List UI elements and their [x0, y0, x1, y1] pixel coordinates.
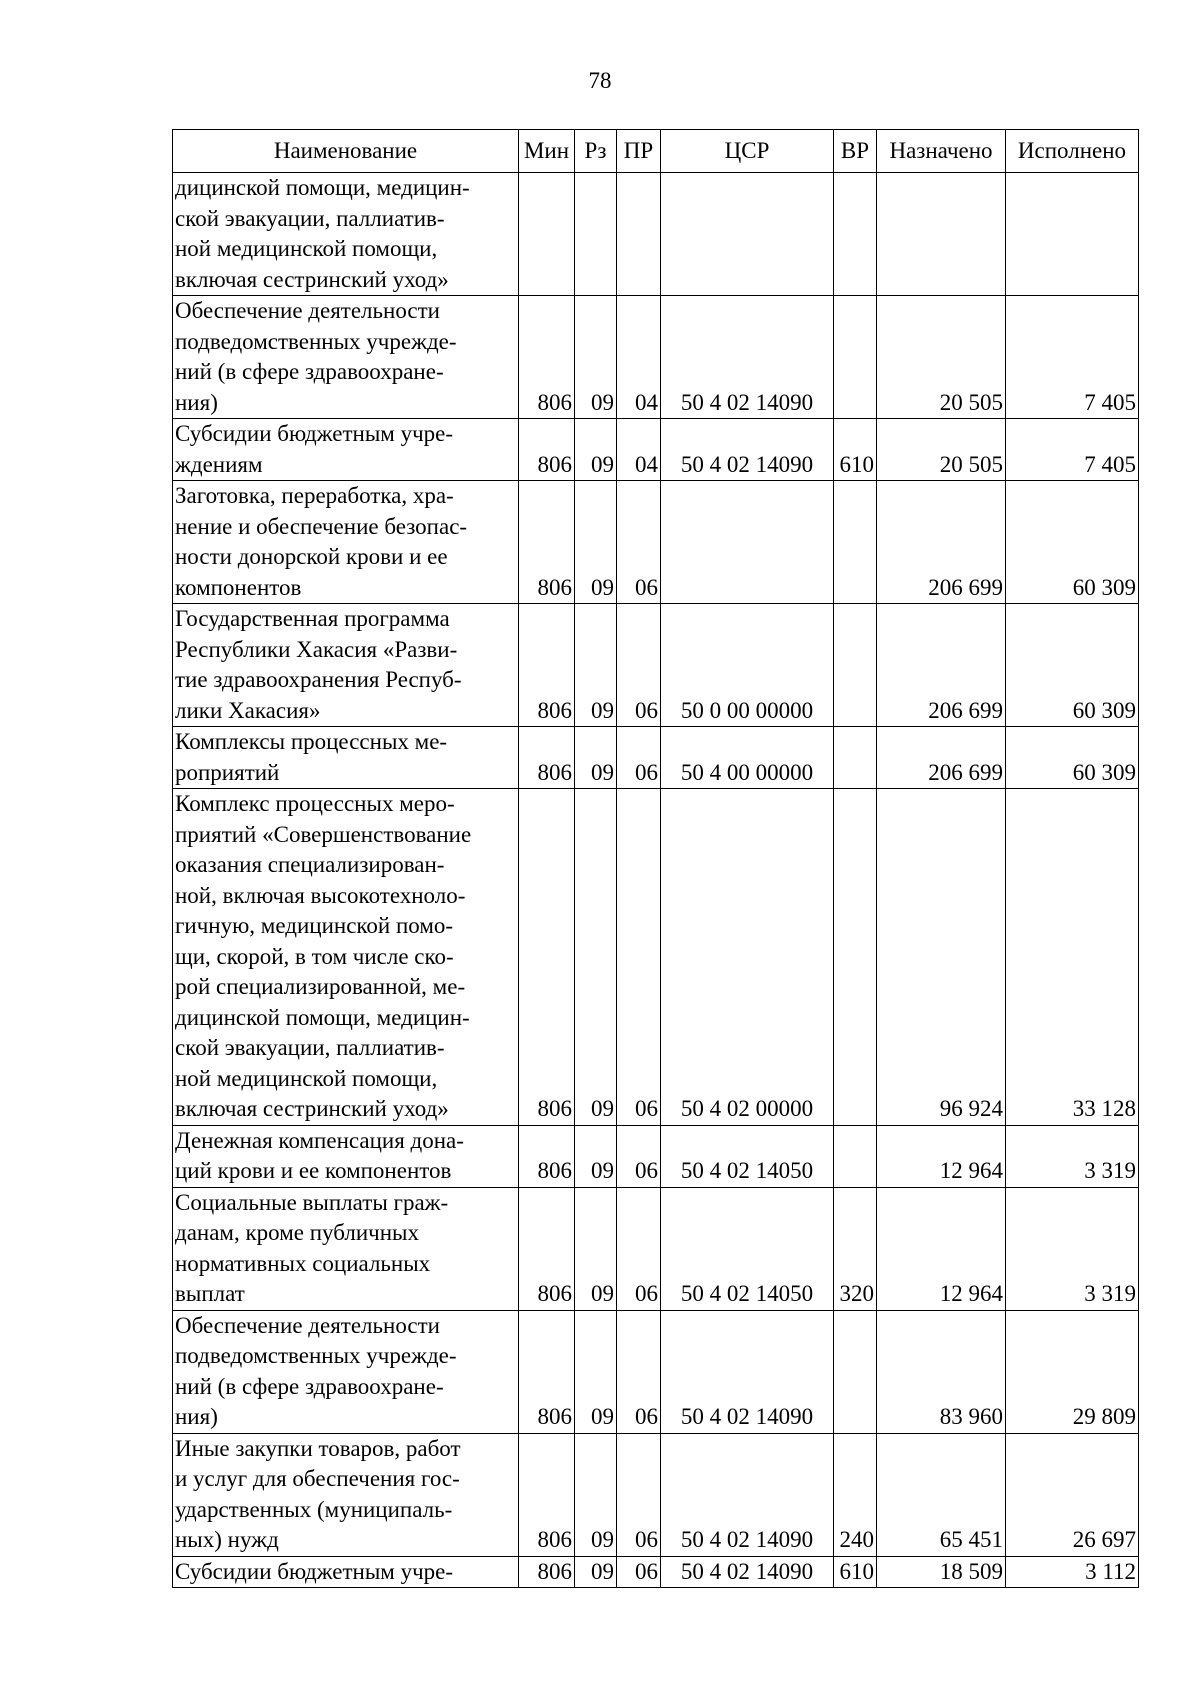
- row-name: [173, 173, 519, 296]
- row-name-line: ской эвакуации, паллиатив-: [175, 1035, 445, 1060]
- row-vr: 610: [834, 1556, 877, 1588]
- row-name: [173, 1125, 519, 1187]
- row-name-line: ударственных (муниципаль-: [175, 1496, 453, 1522]
- table-row: [173, 727, 1139, 789]
- row-vr: [834, 296, 877, 419]
- row-rz: [575, 173, 617, 296]
- row-name: [173, 419, 519, 481]
- row-name-line: Обеспечение деятельности: [175, 298, 440, 323]
- row-name: [173, 727, 519, 789]
- row-vr: 610: [834, 419, 877, 481]
- row-csr: 50 0 00 00000: [661, 604, 834, 727]
- row-assigned: 206 699: [877, 727, 1006, 789]
- row-rz: 09: [575, 1125, 617, 1187]
- table-row: [173, 296, 1139, 419]
- row-name: [173, 481, 519, 604]
- row-min: 806: [519, 1310, 575, 1433]
- row-executed: 60 309: [1006, 604, 1139, 727]
- row-csr: [661, 481, 834, 604]
- row-min: [519, 173, 575, 296]
- row-name-line: Социальные выплаты граж-: [175, 1189, 449, 1215]
- row-csr: 50 4 02 14050: [661, 1187, 834, 1310]
- row-name-line: ской эвакуации, паллиатив-: [175, 205, 445, 231]
- row-name-line: подведомственных учрежде-: [175, 328, 457, 354]
- table-row: [173, 1310, 1139, 1433]
- row-csr: [661, 173, 834, 296]
- row-min: 806: [519, 419, 575, 481]
- row-assigned: [877, 173, 1006, 296]
- row-csr: 50 4 02 14090: [661, 296, 834, 419]
- row-rz: 09: [575, 1187, 617, 1310]
- row-assigned: 65 451: [877, 1433, 1006, 1556]
- row-min: 806: [519, 481, 575, 604]
- table-row: [173, 419, 1139, 481]
- row-name-line: ций крови и ее компонентов: [175, 1158, 452, 1183]
- header-assigned: Назначено: [877, 130, 1006, 173]
- table-body: [173, 173, 1139, 1588]
- row-name-line: ности донорской крови и ее: [175, 544, 448, 569]
- row-name-line: ной, включая высокотехноло-: [175, 882, 466, 908]
- row-name-line: и услуг для обеспечения гос-: [175, 1466, 460, 1491]
- row-name-line: подведомственных учрежде-: [175, 1343, 457, 1368]
- row-name-line: оказания специализирован-: [175, 852, 445, 877]
- row-pr: 06: [617, 1187, 661, 1310]
- row-name-line: выплат: [175, 1281, 245, 1306]
- row-rz: 09: [575, 296, 617, 419]
- row-name-line: лики Хакасия»: [175, 697, 321, 723]
- row-pr: 06: [617, 1433, 661, 1556]
- row-assigned: 18 509: [877, 1556, 1006, 1588]
- table-row: [173, 1187, 1139, 1310]
- row-csr: 50 4 00 00000: [661, 727, 834, 789]
- row-executed: 3 112: [1006, 1556, 1139, 1588]
- row-assigned: 206 699: [877, 604, 1006, 727]
- row-name-line: ния): [175, 389, 218, 415]
- row-name-line: включая сестринский уход»: [175, 266, 449, 292]
- row-executed: 60 309: [1006, 481, 1139, 604]
- row-csr: 50 4 02 14090: [661, 1433, 834, 1556]
- row-name-line: ной медицинской помощи,: [175, 236, 438, 261]
- row-assigned: 12 964: [877, 1125, 1006, 1187]
- row-name-line: Субсидии бюджетным учре-: [175, 421, 454, 446]
- row-name-line: Иные закупки товаров, работ: [175, 1435, 461, 1461]
- table-row: [173, 173, 1139, 296]
- row-pr: 06: [617, 727, 661, 789]
- row-vr: [834, 789, 877, 1126]
- row-name-line: гичную, медицинской помо-: [175, 913, 454, 938]
- row-assigned: 20 505: [877, 419, 1006, 481]
- row-assigned: 96 924: [877, 789, 1006, 1126]
- row-rz: 09: [575, 604, 617, 727]
- row-name-line: тие здравоохранения Респуб-: [175, 667, 462, 692]
- budget-table: [172, 129, 1139, 1588]
- row-executed: 3 319: [1006, 1125, 1139, 1187]
- row-vr: 320: [834, 1187, 877, 1310]
- row-name-line: ждениям: [175, 451, 263, 477]
- row-executed: 60 309: [1006, 727, 1139, 789]
- row-csr: 50 4 02 14050: [661, 1125, 834, 1187]
- row-executed: 33 128: [1006, 789, 1139, 1126]
- row-rz: 09: [575, 1310, 617, 1433]
- row-name: [173, 296, 519, 419]
- row-vr: [834, 173, 877, 296]
- table-row: [173, 604, 1139, 727]
- row-name-line: Обеспечение деятельности: [175, 1312, 440, 1338]
- row-vr: [834, 604, 877, 727]
- row-name-line: Комплексы процессных ме-: [175, 729, 448, 754]
- header-pr: ПР: [617, 130, 661, 173]
- row-name-line: компонентов: [175, 574, 302, 600]
- row-assigned: 20 505: [877, 296, 1006, 419]
- row-executed: 29 809: [1006, 1310, 1139, 1433]
- row-rz: 09: [575, 1556, 617, 1588]
- row-name: [173, 1433, 519, 1556]
- row-pr: 06: [617, 604, 661, 727]
- row-pr: 06: [617, 1310, 661, 1433]
- row-vr: [834, 1125, 877, 1187]
- table-header-row: [173, 130, 1139, 173]
- row-assigned: 12 964: [877, 1187, 1006, 1310]
- table-row: [173, 1433, 1139, 1556]
- row-name-line: приятий «Совершенствование: [175, 821, 472, 847]
- row-name: [173, 1556, 519, 1588]
- header-csr: ЦСР: [661, 130, 834, 173]
- header-executed: Исполнено: [1006, 130, 1139, 173]
- row-name-line: рой специализированной, ме-: [175, 974, 466, 999]
- row-vr: [834, 481, 877, 604]
- row-csr: 50 4 02 00000: [661, 789, 834, 1126]
- row-pr: 06: [617, 1125, 661, 1187]
- row-name-line: нение и обеспечение безопас-: [175, 513, 468, 539]
- row-name-line: ния): [175, 1404, 218, 1429]
- row-csr: 50 4 02 14090: [661, 1556, 834, 1588]
- row-min: 806: [519, 296, 575, 419]
- row-name: [173, 1187, 519, 1310]
- row-rz: 09: [575, 727, 617, 789]
- row-pr: [617, 173, 661, 296]
- row-name-line: ной медицинской помощи,: [175, 1065, 438, 1091]
- row-name-line: ных) нужд: [175, 1527, 279, 1552]
- row-min: 806: [519, 1556, 575, 1588]
- row-name-line: нормативных социальных: [175, 1250, 431, 1276]
- table-row: [173, 481, 1139, 604]
- row-executed: 7 405: [1006, 419, 1139, 481]
- row-name-line: Денежная компенсация дона-: [175, 1127, 464, 1153]
- row-min: 806: [519, 727, 575, 789]
- row-name-line: ний (в сфере здравоохране-: [175, 359, 444, 384]
- row-csr: 50 4 02 14090: [661, 419, 834, 481]
- row-name: [173, 789, 519, 1126]
- row-min: 806: [519, 604, 575, 727]
- table-row: [173, 1125, 1139, 1187]
- row-executed: 7 405: [1006, 296, 1139, 419]
- row-min: 806: [519, 789, 575, 1126]
- row-rz: 09: [575, 1433, 617, 1556]
- row-name-line: Республики Хакасия «Разви-: [175, 636, 458, 662]
- row-pr: 06: [617, 481, 661, 604]
- row-name: [173, 604, 519, 727]
- table-row: [173, 789, 1139, 1126]
- row-name: [173, 1310, 519, 1433]
- row-pr: 06: [617, 789, 661, 1126]
- row-vr: 240: [834, 1433, 877, 1556]
- row-pr: 04: [617, 419, 661, 481]
- row-name-line: включая сестринский уход»: [175, 1096, 449, 1121]
- row-executed: 26 697: [1006, 1433, 1139, 1556]
- row-rz: 09: [575, 481, 617, 604]
- row-pr: 04: [617, 296, 661, 419]
- row-name-line: данам, кроме публичных: [175, 1220, 419, 1245]
- row-name-line: Комплекс процессных меро-: [175, 791, 455, 816]
- row-vr: [834, 727, 877, 789]
- row-name-line: дицинской помощи, медицин-: [175, 1004, 470, 1030]
- row-executed: [1006, 173, 1139, 296]
- row-min: 806: [519, 1187, 575, 1310]
- row-min: 806: [519, 1433, 575, 1556]
- row-csr: 50 4 02 14090: [661, 1310, 834, 1433]
- page-number: 78: [588, 68, 612, 93]
- header-vr: ВР: [834, 130, 877, 173]
- row-name-line: роприятий: [175, 759, 280, 785]
- row-name-line: дицинской помощи, медицин-: [175, 175, 470, 200]
- row-min: 806: [519, 1125, 575, 1187]
- header-min: Мин: [519, 130, 575, 173]
- row-assigned: 206 699: [877, 481, 1006, 604]
- row-pr: 06: [617, 1556, 661, 1588]
- row-assigned: 83 960: [877, 1310, 1006, 1433]
- row-vr: [834, 1310, 877, 1433]
- row-name-line: ний (в сфере здравоохране-: [175, 1373, 444, 1399]
- table-row: [173, 1556, 1139, 1588]
- row-name-line: Заготовка, переработка, хра-: [175, 483, 454, 508]
- row-name-line: Государственная программа: [175, 606, 450, 631]
- header-name: Наименование: [173, 130, 519, 173]
- row-executed: 3 319: [1006, 1187, 1139, 1310]
- row-rz: 09: [575, 419, 617, 481]
- row-rz: 09: [575, 789, 617, 1126]
- row-name-line: щи, скорой, в том числе ско-: [175, 943, 454, 969]
- header-rz: Рз: [575, 130, 617, 173]
- row-name-line: Субсидии бюджетным учре-: [175, 1558, 454, 1584]
